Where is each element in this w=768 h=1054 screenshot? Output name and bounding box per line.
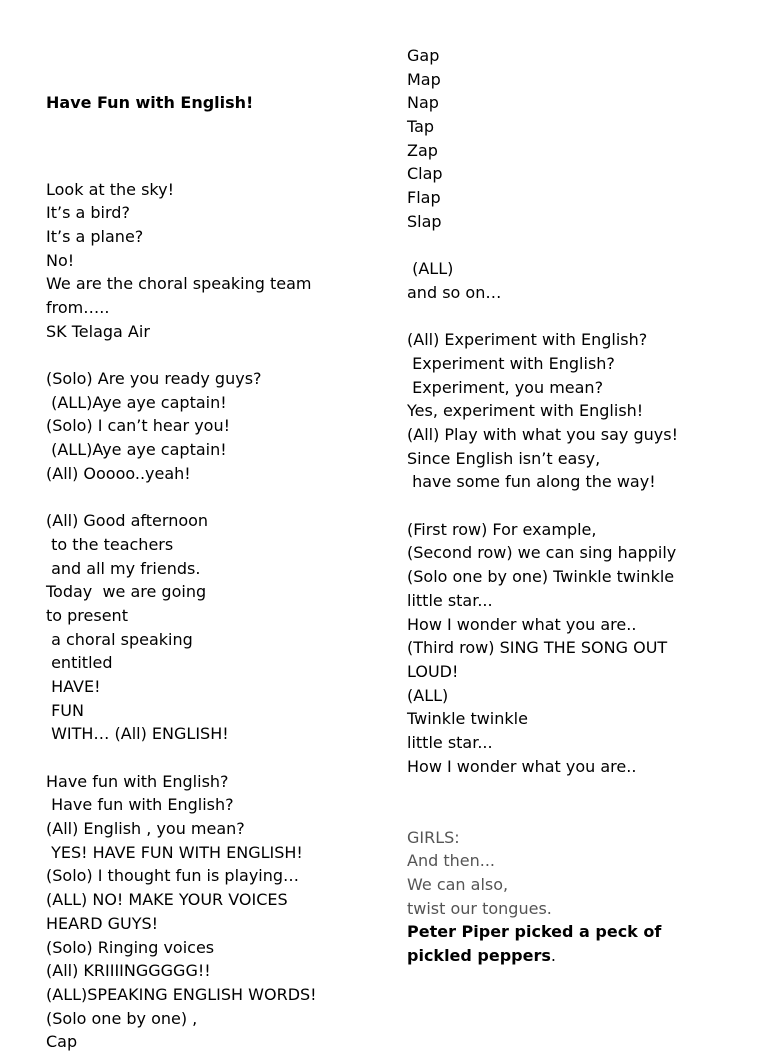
text-line: YES! HAVE FUN WITH ENGLISH! bbox=[46, 842, 303, 862]
text-line: have some fun along the way! bbox=[407, 472, 656, 492]
text-line bbox=[46, 746, 376, 770]
text-line: How I wonder what you are.. bbox=[407, 756, 637, 776]
text-line: We can also, bbox=[407, 875, 509, 895]
text-line: Flap bbox=[407, 188, 441, 208]
text-line: Map bbox=[407, 69, 441, 89]
text-line: (ALL)Aye aye captain! bbox=[46, 392, 227, 412]
text-line: (Solo one by one) , bbox=[46, 1008, 198, 1028]
text-line: (ALL)Aye aye captain! bbox=[46, 440, 227, 460]
text-line: entitled bbox=[46, 653, 113, 673]
text-line bbox=[407, 305, 747, 329]
text-line: HAVE! bbox=[46, 676, 101, 696]
text-line: HEARD GUYS! bbox=[46, 913, 159, 933]
text-line: FUN bbox=[46, 700, 84, 720]
text-line: (ALL)SPEAKING ENGLISH WORDS! bbox=[46, 984, 317, 1004]
text-line: Nap bbox=[407, 93, 439, 113]
text-line: No! bbox=[46, 250, 75, 270]
text-line: GIRLS: bbox=[407, 827, 460, 847]
text-line: (ALL) NO! MAKE YOUR VOICES bbox=[46, 890, 288, 910]
text-line: LOUD! bbox=[407, 661, 459, 681]
text-line: (Solo one by one) Twinkle twinkle bbox=[407, 567, 675, 587]
text-line: Slap bbox=[407, 211, 442, 231]
right-column bbox=[407, 44, 747, 968]
text-line: (Second row) we can sing happily bbox=[407, 543, 677, 563]
text-line: (First row) For example, bbox=[407, 519, 597, 539]
text-line: twist our tongues. bbox=[407, 898, 552, 918]
tongue-twister-line-2 bbox=[407, 944, 747, 968]
text-line: (All) English , you mean? bbox=[46, 819, 245, 839]
text-line bbox=[407, 234, 747, 258]
tongue-twister-bold-text: pickled peppers bbox=[407, 946, 551, 966]
text-line: (Solo) Ringing voices bbox=[46, 937, 215, 957]
tongue-twister-line: Peter Piper picked a peck of bbox=[407, 922, 662, 942]
text-line: It’s a plane? bbox=[46, 226, 144, 246]
text-line: Yes, experiment with English! bbox=[407, 401, 644, 421]
text-line: little star... bbox=[407, 732, 493, 752]
text-line: Since English isn’t easy, bbox=[407, 448, 601, 468]
text-line: (All) Ooooo..yeah! bbox=[46, 463, 191, 483]
text-line: (Solo) Are you ready guys? bbox=[46, 369, 262, 388]
text-line: Today we are going bbox=[46, 582, 207, 602]
left-column bbox=[46, 44, 376, 1054]
text-line: Experiment, you mean? bbox=[407, 377, 604, 397]
text-line: Tap bbox=[407, 117, 435, 137]
text-line: Look at the sky! bbox=[46, 179, 174, 199]
text-line: Cap bbox=[46, 1032, 78, 1052]
text-line: little star... bbox=[407, 590, 493, 610]
text-line: (Solo) I thought fun is playing… bbox=[46, 866, 300, 886]
text-line: from….. bbox=[46, 297, 110, 317]
text-line: and all my friends. bbox=[46, 558, 201, 578]
text-line: (All) Good afternoon bbox=[46, 511, 209, 531]
text-line bbox=[46, 485, 376, 509]
text-line: Have fun with English? bbox=[46, 771, 229, 791]
text-line: to the teachers bbox=[46, 534, 174, 554]
text-line: (All) Play with what you say guys! bbox=[407, 425, 678, 444]
text-line: (ALL) bbox=[407, 259, 454, 279]
text-line: It’s a bird? bbox=[46, 203, 130, 223]
text-line: Twinkle twinkle bbox=[407, 709, 528, 729]
text-line: (All) Experiment with English? bbox=[407, 330, 648, 350]
text-line: Experiment with English? bbox=[407, 353, 615, 373]
text-line: Clap bbox=[407, 164, 443, 184]
text-line: SK Telaga Air bbox=[46, 321, 150, 341]
text-line: WITH… (All) ENGLISH! bbox=[46, 724, 229, 744]
text-line: to present bbox=[46, 605, 128, 625]
text-line: (ALL) bbox=[407, 685, 449, 705]
text-line: And then... bbox=[407, 851, 495, 871]
text-line: (Third row) SING THE SONG OUT bbox=[407, 638, 668, 658]
text-line: Gap bbox=[407, 46, 440, 65]
document-title: Have Fun with English! bbox=[46, 93, 254, 113]
text-line: We are the choral speaking team bbox=[46, 274, 312, 294]
text-line: (Solo) I can’t hear you! bbox=[46, 416, 231, 436]
text-line: and so on… bbox=[407, 282, 502, 302]
text-line bbox=[407, 494, 747, 518]
text-line: Zap bbox=[407, 140, 438, 160]
text-line bbox=[46, 343, 376, 367]
text-line bbox=[407, 778, 747, 802]
text-line: How I wonder what you are.. bbox=[407, 614, 637, 634]
text-line: (All) KRIIIINGGGGG!! bbox=[46, 961, 211, 981]
tongue-twister-period: . bbox=[550, 946, 556, 966]
text-line: a choral speaking bbox=[46, 629, 193, 649]
text-line: Have fun with English? bbox=[46, 795, 234, 815]
text-line bbox=[407, 802, 747, 826]
